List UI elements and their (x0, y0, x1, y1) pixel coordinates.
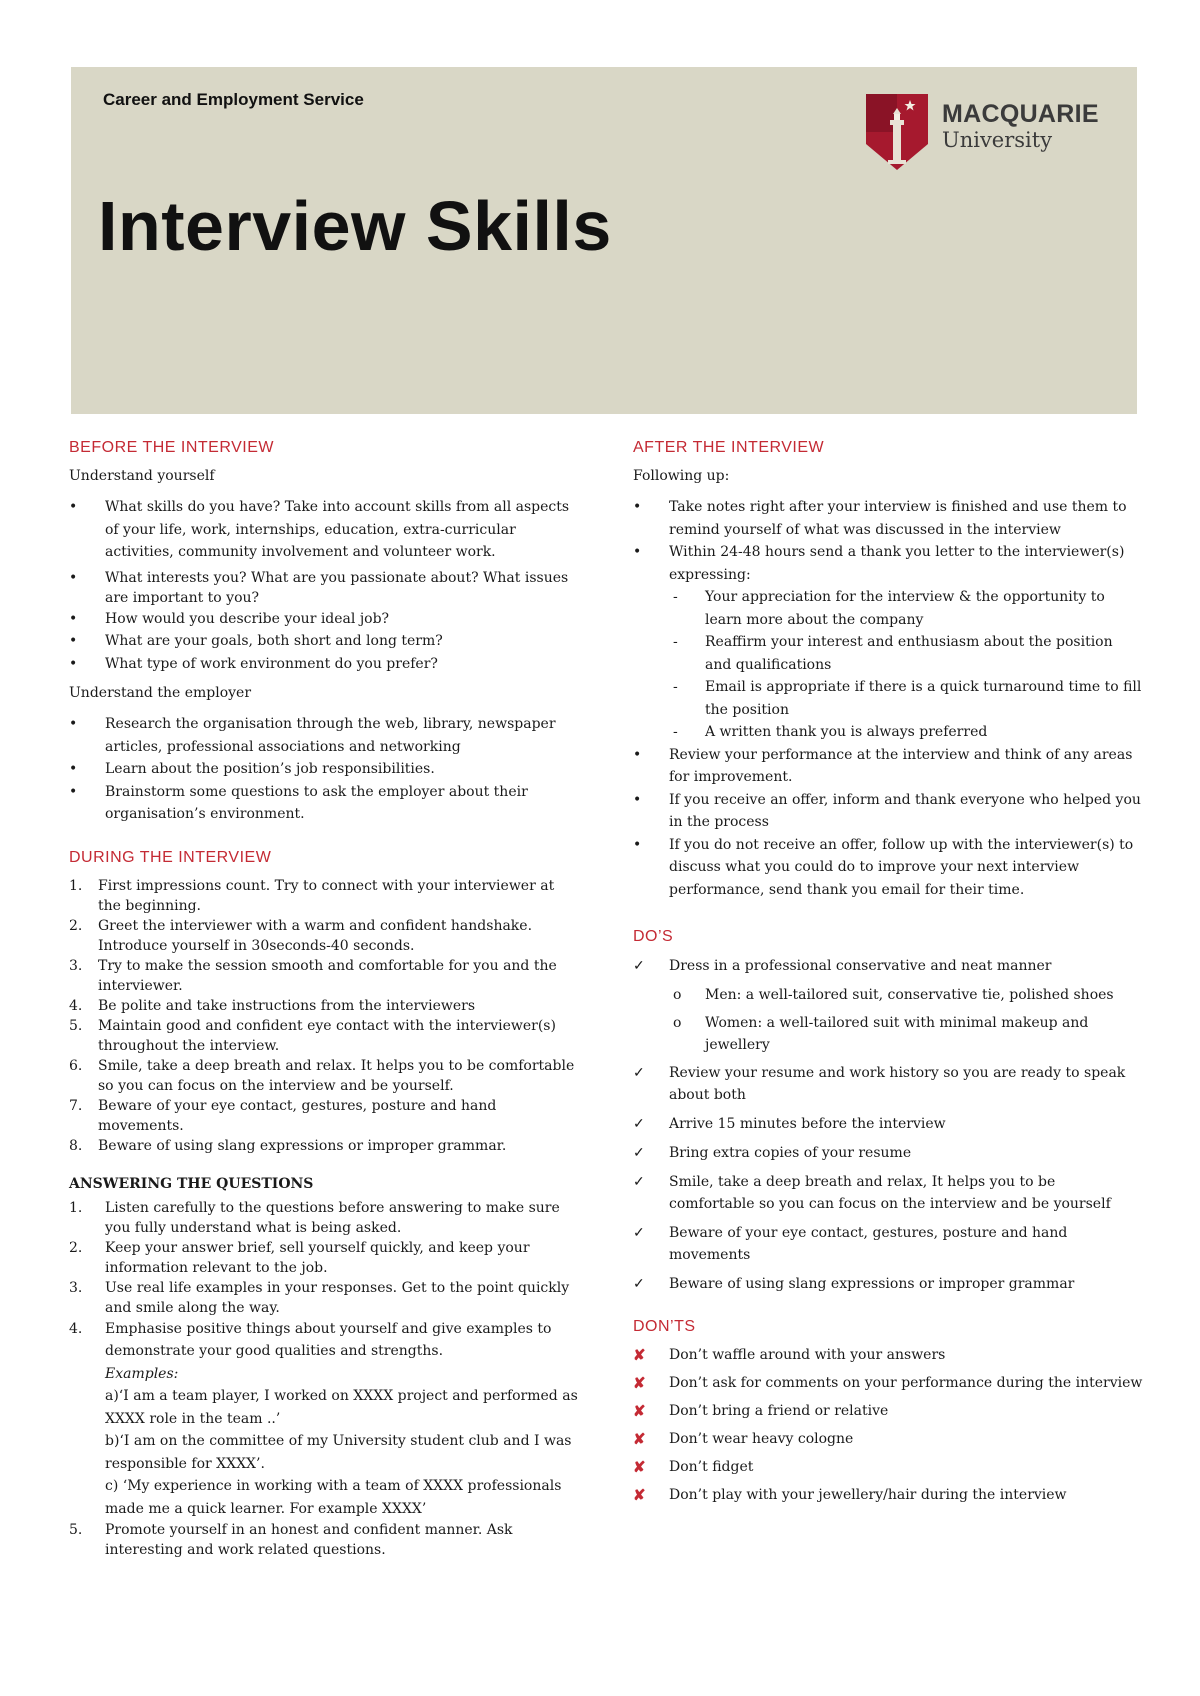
list-item: 1. First impressions count. Try to connect with your interviewer at the beginning. (69, 877, 555, 914)
list-item: ✘ Don’t fidget (633, 1458, 754, 1476)
dash-icon: - (673, 724, 678, 740)
list-item: • How would you describe your ideal job? (69, 608, 579, 631)
cross-icon: ✘ (633, 1346, 646, 1364)
left-column (69, 438, 579, 1560)
lighthouse-shield-icon (866, 94, 928, 170)
list-item: • Within 24-48 hours send a thank you letter to the interviewer(s) expressing: (633, 541, 1143, 586)
university-logo (866, 94, 1116, 170)
example-b: b)‘I am on the committee of my University student club and I was responsible for XXXX’. (105, 1433, 572, 1472)
during-list (69, 876, 579, 1156)
before-sub-understand-yourself: Understand yourself (69, 468, 215, 484)
list-item: ✘ Don’t play with your jewellery/hair during the interview (633, 1486, 1067, 1504)
answering-list (69, 1198, 579, 1561)
cross-icon: ✘ (633, 1402, 646, 1420)
bullet-icon: • (633, 544, 642, 560)
list-item: • Take notes right after your interview is finished and use them to remind yourself of what was discussed in the interview (633, 496, 1143, 541)
list-item: • What are your goals, both short and long term? (69, 630, 579, 653)
list-item: 4. Be polite and take instructions from the interviewers (69, 997, 476, 1014)
list-item: ✓ Bring extra copies of your resume (633, 1142, 1143, 1164)
circle-bullet-icon: o (673, 987, 682, 1003)
list-item: ✘ Don’t wear heavy cologne (633, 1430, 854, 1448)
after-sub-following-up: Following up: (633, 468, 730, 484)
list-item: ✓ Dress in a professional conservative and neat manner (633, 955, 1143, 977)
dos-heading: DO’S (633, 928, 674, 945)
bullet-icon: • (633, 791, 642, 808)
list-item: 4. Emphasise positive things about yourself and give examples to demonstrate your good qualities and strengths. Examples: a)‘I am a team player, I worked on XXXX project and performed as XXXX role in the team ..’ b)‘I am on the committee of my University student club and I was responsible for XXXX’. c) ‘My experience in working with a team of XXXX professionals made me a quick learner. For example XXXX’ (69, 1320, 578, 1517)
list-item: ✘ Don’t bring a friend or relative (633, 1402, 889, 1420)
bullet-icon: • (633, 746, 642, 763)
list-item: ✓ Smile, take a deep breath and relax, It helps you to be comfortable so you can focus on the interview and be yourself (633, 1171, 1143, 1215)
bullet-icon: • (69, 610, 78, 627)
circle-bullet-icon: o (673, 1015, 682, 1031)
list-item: ✓ Beware of using slang expressions or improper grammar (633, 1273, 1143, 1295)
list-item: • What interests you? What are you passionate about? What issues are important to you? (69, 569, 569, 606)
donts-heading: DON’TS (633, 1318, 696, 1335)
cross-icon: ✘ (633, 1430, 646, 1448)
list-item: 2. Keep your answer brief, sell yourself quickly, and keep your information relevant to the job. (69, 1239, 530, 1276)
dash-icon: - (673, 634, 678, 650)
self-list (69, 496, 579, 675)
bullet-icon: • (69, 761, 78, 777)
bullet-icon: • (633, 499, 642, 515)
list-item: • What type of work environment do you prefer? (69, 653, 579, 676)
list-item: 5. Promote yourself in an honest and confident manner. Ask interesting and work related questions. (69, 1522, 513, 1558)
before-sub-understand-employer: Understand the employer (69, 685, 252, 701)
list-item: 3. Try to make the session smooth and comfortable for you and the interviewer. (69, 957, 557, 994)
before-heading: BEFORE THE INTERVIEW (69, 439, 274, 456)
check-icon: ✓ (633, 958, 645, 974)
during-heading: DURING THE INTERVIEW (69, 848, 272, 866)
example-a: a)‘I am a team player, I worked on XXXX project and performed as XXXX role in the team ..’ (105, 1388, 578, 1427)
dash-icon: - (673, 679, 678, 695)
list-item: 2. Greet the interviewer with a warm and confident handshake. Introduce yourself in 30seconds-40 seconds. (69, 917, 533, 954)
sub-list-item: - A written thank you is always preferred (633, 721, 1143, 744)
bullet-icon: • (69, 633, 78, 649)
sub-list-item: - Reaffirm your interest and enthusiasm about the position and qualifications (633, 631, 1143, 676)
logo-subtitle: University (942, 128, 1053, 152)
check-icon: ✓ (633, 1174, 645, 1190)
check-icon: ✓ (633, 1276, 645, 1292)
service-name: Career and Employment Service (103, 90, 364, 109)
right-column (633, 438, 1143, 1513)
after-list (633, 496, 1143, 901)
list-item: 3. Use real life examples in your responses. Get to the point quickly and smile along the way. (69, 1279, 570, 1316)
bullet-icon: • (69, 783, 78, 800)
list-item: ✘ Don’t waffle around with your answers (633, 1346, 946, 1364)
bullet-icon: • (69, 499, 78, 515)
list-item: 5. Maintain good and confident eye contact with the interviewer(s) throughout the interview. (69, 1017, 556, 1054)
list-item: • If you receive an offer, inform and thank everyone who helped you in the process (633, 789, 1143, 834)
list-item: • Review your performance at the interview and think of any areas for improvement. (633, 744, 1143, 789)
list-item: • Research the organisation through the web, library, newspaper articles, professional associations and networking (69, 713, 579, 758)
dash-icon: - (673, 589, 678, 605)
check-icon: ✓ (633, 1145, 645, 1161)
list-item: • Brainstorm some questions to ask the employer about their organisation’s environment. (69, 781, 579, 826)
answering-heading: ANSWERING THE QUESTIONS (69, 1175, 314, 1192)
bullet-icon: • (633, 836, 642, 853)
after-heading: AFTER THE INTERVIEW (633, 439, 825, 456)
list-item: ✓ Arrive 15 minutes before the interview (633, 1113, 1143, 1135)
bullet-icon: • (69, 569, 78, 586)
list-item: ✓ Beware of your eye contact, gestures, posture and hand movements (633, 1222, 1143, 1266)
dos-list (633, 955, 1143, 1295)
list-item: • Learn about the position’s job responsibilities. (69, 758, 579, 781)
sub-list-item: - Email is appropriate if there is a quick turnaround time to fill the position (633, 676, 1143, 721)
bullet-icon: • (69, 655, 78, 672)
examples-label: Examples: (105, 1365, 179, 1382)
sub-list-item: o Men: a well-tailored suit, conservative tie, polished shoes (633, 984, 1143, 1006)
sub-list-item: o Women: a well-tailored suit with minimal makeup and jewellery (633, 1012, 1143, 1056)
cross-icon: ✘ (633, 1458, 646, 1476)
list-item: ✘ Don’t ask for comments on your performance during the interview (633, 1374, 1143, 1392)
logo-name: MACQUARIE (942, 100, 1099, 128)
page-title: Interview Skills (98, 187, 612, 265)
check-icon: ✓ (633, 1116, 645, 1132)
check-icon: ✓ (633, 1225, 645, 1241)
list-item: 6. Smile, take a deep breath and relax. It helps you to be comfortable so you can focus on the interview and be yourself. (69, 1057, 575, 1094)
list-item: ✓ Review your resume and work history so you are ready to speak about both (633, 1062, 1143, 1106)
sub-list-item: - Your appreciation for the interview & the opportunity to learn more about the company (633, 586, 1143, 631)
list-item: 8. Beware of using slang expressions or improper grammar. (69, 1137, 507, 1154)
check-icon: ✓ (633, 1065, 645, 1081)
employer-list (69, 713, 579, 826)
cross-icon: ✘ (633, 1486, 646, 1504)
list-item: • If you do not receive an offer, follow up with the interviewer(s) to discuss what you could do to improve your next interview performance, send thank you email for their time. (633, 834, 1143, 902)
list-item: 7. Beware of your eye contact, gestures, posture and hand movements. (69, 1097, 497, 1134)
list-item: 1. Listen carefully to the questions before answering to make sure you fully understand what is being asked. (69, 1199, 560, 1236)
example-c: c) ‘My experience in working with a team of XXXX professionals made me a quick learner. For example XXXX’ (105, 1478, 562, 1517)
bullet-icon: • (69, 716, 78, 732)
cross-icon: ✘ (633, 1374, 646, 1392)
list-item: • What skills do you have? Take into account skills from all aspects of your life, work, internships, education, extra-curricular activities, community involvement and volunteer work. (69, 496, 579, 564)
donts-list (633, 1345, 1143, 1505)
